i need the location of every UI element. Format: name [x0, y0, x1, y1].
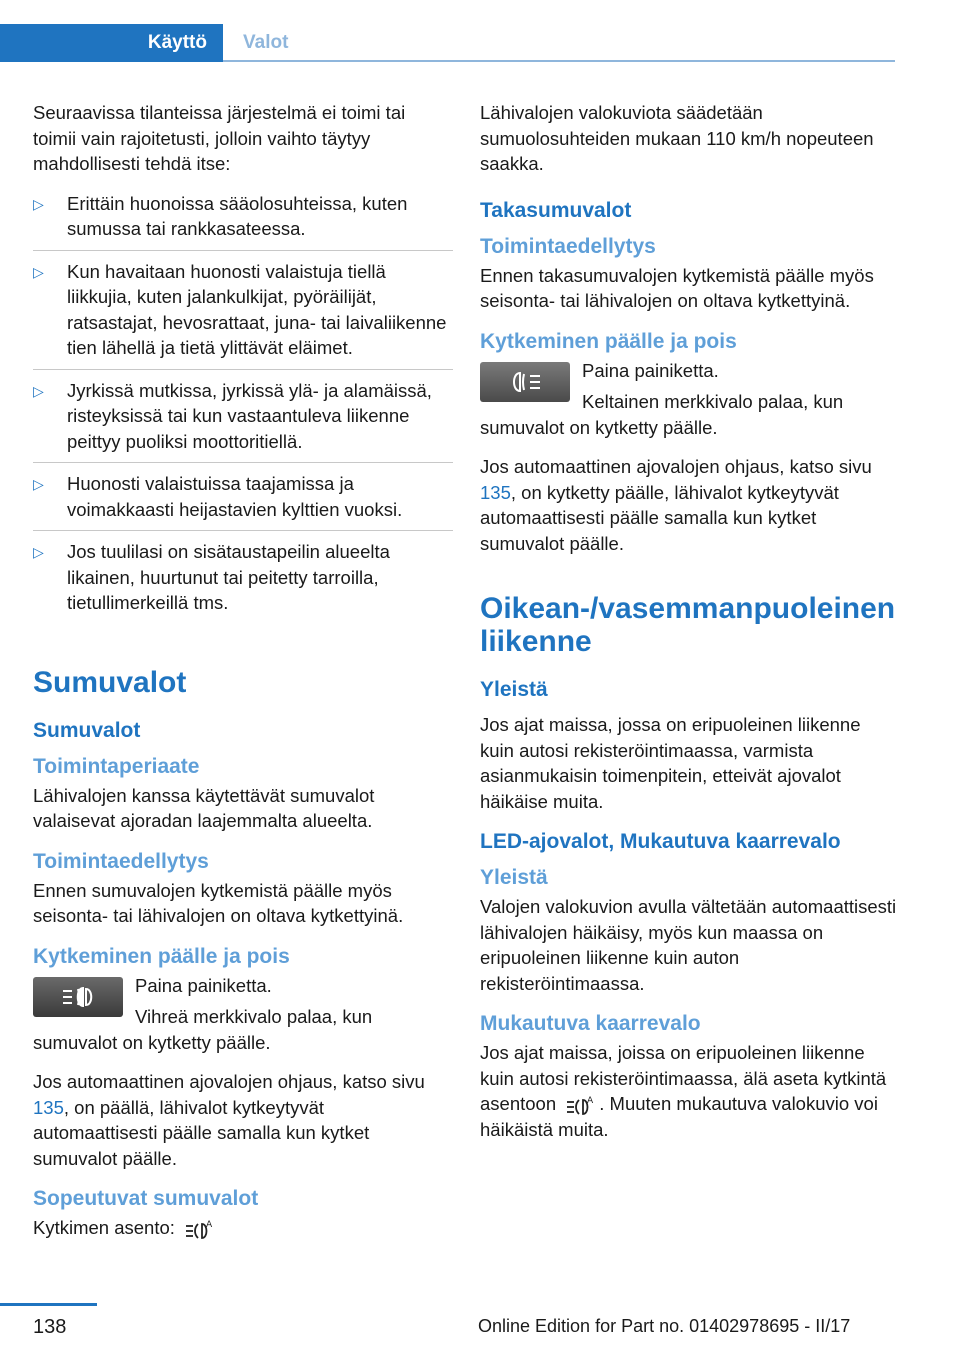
- switch-position-text: Kytkimen asento: A: [33, 1215, 453, 1241]
- beam-pattern-text: Lähivalojen valokuviota säädetään sumuolosuhteiden mukaan 110 km/h nopeuteen saakka.: [480, 102, 874, 174]
- auto-headlight-text: Jos automaattinen ajovalojen ohjaus, katso sivu 135, on päällä, lähivalot kytkeytyvät automaattisesti päälle samalla kun kytket sumuvalot päälle.: [33, 1071, 425, 1169]
- heading-on-off-rear: Kytkeminen päälle ja pois: [480, 329, 737, 353]
- triangle-bullet-icon: ▷: [33, 544, 44, 560]
- requirement-text: Ennen sumuvalojen kytkemistä päälle myös seisonta- tai lähivalojen on oltava kytkettyinä.: [33, 879, 404, 926]
- intro-text: Seuraavissa tilanteissa järjestelmä ei toimi tai toimii vain rajoitetusti, jolloin vaihto täytyy mahdollisesti tehdä itse:: [33, 102, 406, 174]
- edition-text: Online Edition for Part no. 01402978695 - II/17: [478, 1316, 851, 1336]
- front-fog-light-button-icon: [33, 977, 123, 1017]
- section-title-fog-lights: Sumuvalot: [33, 665, 187, 699]
- triangle-bullet-icon: ▷: [33, 382, 44, 399]
- auto-light-switch-icon: [565, 1094, 595, 1116]
- principle-text: Lähivalojen kanssa käytettävät sumuvalot valaisevat ajoradan laajemmalta alueelta.: [33, 784, 375, 831]
- list-item: ▷ Jyrkissä mutkissa, jyrkissä ylä- ja alamäissä, risteyksissä tai kun vastaantuleva liikenne peittyy puoliksi moottoritiellä.: [33, 378, 453, 464]
- tab-underline: [223, 60, 895, 62]
- heading-requirement: Toimintaedellytys: [33, 849, 209, 873]
- auto-headlight-text-rear: Jos automaattinen ajovalojen ohjaus, katso sivu 135, on kytketty päälle, lähivalot kytkeytyvät automaattisesti päälle samalla kun kytket sumuvalot päälle.: [480, 456, 872, 554]
- heading-requirement-rear: Toimintaedellytys: [480, 234, 656, 258]
- triangle-bullet-icon: ▷: [33, 263, 44, 280]
- heading-adaptive-curve-light: Mukautuva kaarrevalo: [480, 1012, 701, 1035]
- tab-kaytto: Käyttö: [0, 24, 223, 62]
- heading-on-off: Kytkeminen päälle ja pois: [33, 944, 290, 968]
- svg-text:A: A: [587, 1096, 594, 1107]
- triangle-bullet-icon: ▷: [33, 195, 44, 212]
- led-text: Valojen valokuvion avulla vältetään automaattisesti lähivalojen häikäisy, myös kun maassa on eripuoleinen liikenne kuin auton rekisteröintimaassa.: [480, 896, 897, 994]
- heading-principle: Toimintaperiaate: [33, 754, 200, 778]
- rear-fog-button-block: [480, 358, 898, 441]
- right-column: [480, 100, 898, 1156]
- conditions-list: [33, 191, 453, 624]
- subsection-rear-fog: Takasumuvalot: [480, 198, 632, 222]
- svg-text:A: A: [206, 1220, 213, 1231]
- list-item: ▷ Huonosti valaistuissa taajamissa ja voimakkaasti heijastavien kylttien vuoksi.: [33, 471, 453, 531]
- subsection-led-headlights: LED-ajovalot, Mukautuva kaarrevalo: [480, 830, 841, 853]
- tab-valot: Valot: [243, 32, 289, 53]
- indicator-text: Vihreä merkkivalo palaa, kun sumuvalot on kytketty päälle.: [33, 1006, 373, 1053]
- left-column: [33, 100, 453, 1255]
- adaptive-curve-text: Jos ajat maissa, joissa on eripuoleinen liikenne kuin autosi rekisteröintimaassa, älä aseta kytkintä asentoon A . Muuten mukautuva valokuvio voi häikäistä muita.: [480, 1042, 887, 1140]
- section-title-traffic-side: Oikean-/vasemmanpuoleinen liikenne: [480, 592, 896, 658]
- heading-adaptive-fog: Sopeutuvat sumuvalot: [33, 1187, 259, 1210]
- page-number: 138: [33, 1316, 67, 1338]
- subsection-fog-lights: Sumuvalot: [33, 718, 141, 742]
- list-item: ▷ Jos tuulilasi on sisätaustapeilin alueelta likainen, huurtunut tai peitetty tarroilla, tietullimerkeillä tms.: [33, 541, 390, 613]
- heading-general-led: Yleistä: [480, 866, 548, 889]
- subsection-general: Yleistä: [480, 678, 548, 701]
- page-link-135-rear[interactable]: 135: [480, 481, 511, 503]
- press-button-text-rear: Paina painiketta.: [582, 359, 719, 381]
- auto-light-switch-icon: [184, 1218, 214, 1240]
- list-item: ▷ Erittäin huonoissa sääolosuhteissa, kuten sumussa tai rankkasateessa.: [33, 191, 453, 251]
- requirement-text-rear: Ennen takasumuvalojen kytkemistä päälle myös seisonta- tai lähivalojen on oltava kytkettyinä.: [480, 264, 874, 311]
- front-fog-button-block: [33, 973, 453, 1056]
- general-text: Jos ajat maissa, jossa on eripuoleinen liikenne kuin autosi rekisteröintimaassa, varmista asianmukaisin toimenpitein, etteivät ajovalot häikäise muita.: [480, 714, 861, 812]
- press-button-text: Paina painiketta.: [135, 974, 272, 996]
- page-link-135[interactable]: 135: [33, 1096, 64, 1118]
- list-item: ▷ Kun havaitaan huonosti valaistuja tiellä liikkujia, kuten jalankulkijat, pyöräilijät, ratsastajat, hevosrattaat, juna- tai laivaliikenne tien lähellä ja tietä ylittävät eläimet.: [33, 259, 453, 370]
- indicator-text-rear: Keltainen merkkivalo palaa, kun sumuvalot on kytketty päälle.: [480, 391, 844, 438]
- triangle-bullet-icon: ▷: [33, 476, 44, 492]
- header-tabs: [0, 24, 895, 62]
- footer-rule: [0, 1303, 97, 1306]
- rear-fog-light-button-icon: [480, 362, 570, 402]
